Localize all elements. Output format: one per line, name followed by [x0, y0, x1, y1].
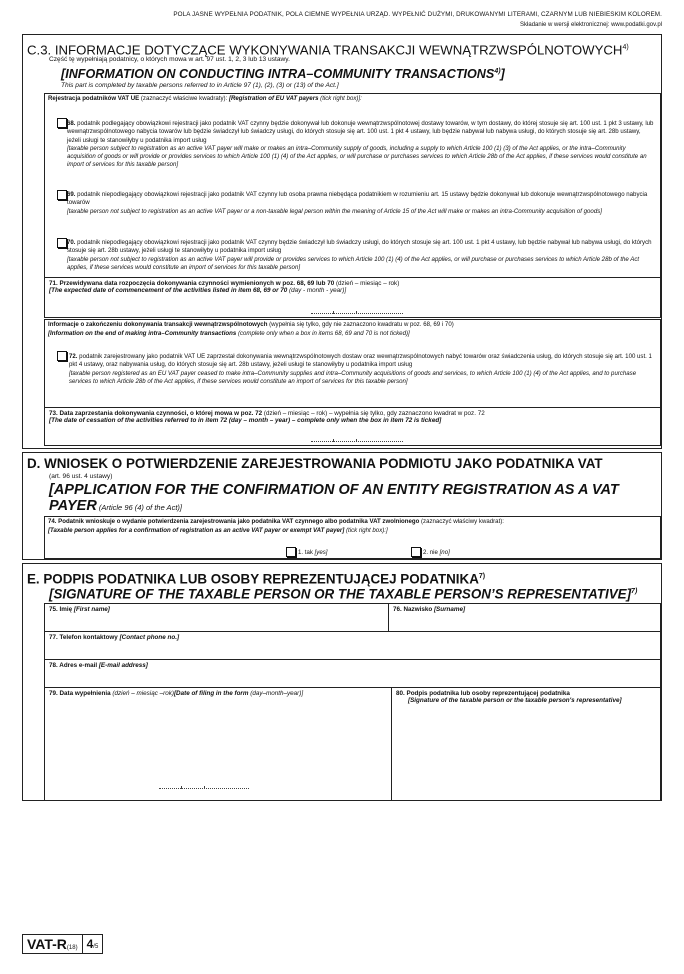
- date-input-79[interactable]: [159, 788, 249, 789]
- page-number: 4 /5: [86, 937, 99, 951]
- option-no-label: 2. nie [no]: [423, 549, 450, 556]
- item-70: 70. podatnik niepodlegający obowiązkowi rejestracji jako podatnik VAT czynny będzie świadczył lub świadczy usługi, do których stosuje się art. 100 ust. 1 pkt 4 ustawy, lub będzie nabywał lub nabywa usługi, do których stosuje się art. 28b ustawy, jeżeli usługi te stanowiłyby u podatnika import usług [taxable person not subject to registration as an active VAT payer will provide or provides services to which Article 100 (1) (4) of the Act applies, or will purchase or purchases services to which Article 28b of the Act applies, if these services would constitute an import of services for this taxable person]: [67, 239, 652, 271]
- field-79-date[interactable]: 79. Data wypełnienia (dzień – miesiąc –rok)[Date of filing in the form (day–month–year)]: [44, 687, 392, 801]
- field-76-surname[interactable]: 76. Nazwisko [Surname]: [388, 603, 661, 635]
- field-71[interactable]: 71. Przewidywana data rozpoczęcia dokonywania czynności wymienionych w poz. 68, 69 lub 70 (dzień – miesiąc – rok) [The expected date of commencement of the activities listed in item 68, 69 or 70 (day - month - year)]: [44, 277, 661, 318]
- registration-label: Rejestracja podatników VAT UE (zaznaczyć właściwe kwadraty): [Registration of EU VAT payers (tick right box)]:: [48, 95, 362, 102]
- section-e: [22, 563, 662, 801]
- item-68: 68. podatnik podlegający obowiązkowi rejestracji jako podatnik VAT czynny będzie dokonywał lub dokonuje wewnątrzwspólnotowej dostawy towarów, w tym dostawy, do której stosuje się art. 100 ust. 1 pkt 3 ustawy, lub wewnątrzwspólnotowego nabycia towarów lub będzie świadczył lub świadczy usługi, do których stosuje się art. 100 ust. 1 pkt 4 ustawy, lub będzie nabywał lub nabywa usługi, do których stosuje się art. 28b ustawy, jeżeli usługi te stanowiłyby u podatnika import usług [taxable person subject to registration as an active VAT payer will make or makes an intra–Community supply of goods, including a supply to which Article 100 (1) (3) of the Act applies, or the intra–Community acquisition of goods or will provide or provides services to which Article 100 (1) (4) of the Act applies, or will purchase or purchases services to which Article 28b of the Act applies, if these services would constitute an import of services for this taxable person]: [67, 120, 654, 169]
- field-78-email[interactable]: 78. Adres e-mail [E-mail address]: [44, 659, 661, 688]
- section-e-title: E. PODPIS PODATNIKA LUB OSOBY REPREZENTUJĄCEJ PODATNIKA$^{7)}$: [27, 571, 486, 587]
- option-yes-label: 1. tak [yes]: [298, 549, 328, 556]
- section-d-title-en: [APPLICATION FOR THE CONFIRMATION OF AN ENTITY REGISTRATION AS A VAT PAYER (Article 96 (4) of the Act)]: [49, 482, 619, 514]
- date-input-73[interactable]: [311, 441, 403, 442]
- field-80-signature[interactable]: 80. Podpis podatnika lub osoby reprezentującej podatnika [Signature of the taxable person or the taxable person's representative]: [391, 687, 661, 801]
- checkbox-68[interactable]: [57, 118, 67, 128]
- section-d: [22, 452, 662, 560]
- checkbox-74-no[interactable]: [411, 547, 421, 557]
- date-input-71[interactable]: [311, 313, 403, 314]
- field-74: [44, 516, 661, 559]
- form-code: VAT-R (18): [23, 935, 83, 953]
- registration-box: [44, 93, 661, 317]
- section-d-note: (art. 96 ust. 4 ustawy): [49, 473, 113, 480]
- end-transactions-label: Informacje o zakończeniu dokonywania transakcji wewnątrzwspólnotowych (wypełnia się tylko, gdy nie zaznaczono kwadratu w poz. 68, 69 i 70) [Information on the end of making intra–Community transactions (complete only when a box in items 68, 69 and 70 is not ticked)]: [48, 321, 454, 337]
- section-c3-title-en: [INFORMATION ON CONDUCTING INTRA–COMMUNITY TRANSACTIONS$^{4)}$]: [61, 67, 505, 82]
- field-75-first-name[interactable]: 75. Imię [First name]: [44, 603, 389, 635]
- section-c3: [22, 34, 662, 449]
- end-transactions-box: [44, 319, 661, 445]
- section-c3-note: Część tę wypełniają podatnicy, o których mowa w art. 97 ust. 1, 2, 3 lub 13 ustawy.: [49, 56, 290, 63]
- header-electronic-filing: Składanie w wersji elektronicznej: www.podatki.gov.pl: [520, 22, 662, 28]
- checkbox-69[interactable]: [57, 190, 67, 200]
- section-e-title-en: [SIGNATURE OF THE TAXABLE PERSON OR THE TAXABLE PERSON’S REPRESENTATIVE]$^{7)}$: [49, 586, 638, 602]
- header-instructions: POLA JASNE WYPEŁNIA PODATNIK, POLA CIEMNE WYPEŁNIA URZĄD. WYPEŁNIĆ DUŻYMI, DRUKOWANYMI LITERAMI, CZARNYM LUB NIEBIESKIM KOLOREM.: [173, 11, 662, 18]
- field-73[interactable]: 73. Data zaprzestania dokonywania czynności, o której mowa w poz. 72 (dzień – miesiąc – rok) – wypełnia się tylko, gdy zaznaczono kwadrat w poz. 72 [The date of cessation of the activities referred to in item 72 (day – month – year) – complete only when the box in item 72 is ticked]: [44, 407, 661, 446]
- form-footer: [22, 934, 103, 954]
- item-72: 72. podatnik zarejestrowany jako podatnik VAT UE zaprzestał dokonywania wewnątrzwspólnotowych dostaw oraz wewnątrzwspólnotowych nabyć towarów oraz świadczenia usług, do których stosuje się art. 100 ust. 1 pkt 4 ustawy, oraz nabywania usług, do których stosuje się art. 28b ustawy, jeżeli usługi te stanowiłyby u podatnika import usług [taxable person registered as an EU VAT payer ceased to make intra–Community supplies and intra–Community acquisitions of goods and services, to which Article 100 (1) (4) of the Act applies, and to purchase services to which Article 28b of the Act applies, if these services would constitute an import of services for this taxable person]: [69, 353, 652, 385]
- section-d-title: D. WNIOSEK O POTWIERDZENIE ZAREJESTROWANIA PODMIOTU JAKO PODATNIKA VAT: [27, 456, 603, 471]
- item-69: 69. podatnik niepodlegający obowiązkowi rejestracji jako podatnik VAT czynny lub osoba prawna niebędąca podatnikiem w rozumieniu art. 15 ustawy będzie dokonywał lub dokonuje wewnątrzwspólnotowego nabycia towarów [taxable person not subject to registration as an active VAT payer or a non-taxable legal person within the meaning of Article 15 of the Act will make or makes an intra-Community acquisition of goods]: [67, 191, 648, 215]
- checkbox-74-yes[interactable]: [286, 547, 296, 557]
- field-77-phone[interactable]: 77. Telefon kontaktowy [Contact phone no.]: [44, 631, 661, 660]
- section-c3-note-en: This part is completed by taxable persons referred to in Article 97 (1), (2), (3) or (13) of the Act.]: [61, 82, 339, 89]
- checkbox-70[interactable]: [57, 238, 67, 248]
- checkbox-72[interactable]: [57, 351, 67, 361]
- item-74-label: 74. Podatnik wnioskuje o wydanie potwierdzenia zarejestrowania jako podatnika VAT czynnego albo podatnika VAT zwolnionego (zaznaczyć właściwy kwadrat): [Taxable person applies for a confirmation of registration as an active VAT payer or exempt VAT payer] (tick right box):]: [48, 518, 504, 534]
- section-c3-title: C.3. INFORMACJE DOTYCZĄCE WYKONYWANIA TRANSAKCJI WEWNĄTRZWSPÓLNOTOWYCH$^{4)}$: [27, 42, 629, 58]
